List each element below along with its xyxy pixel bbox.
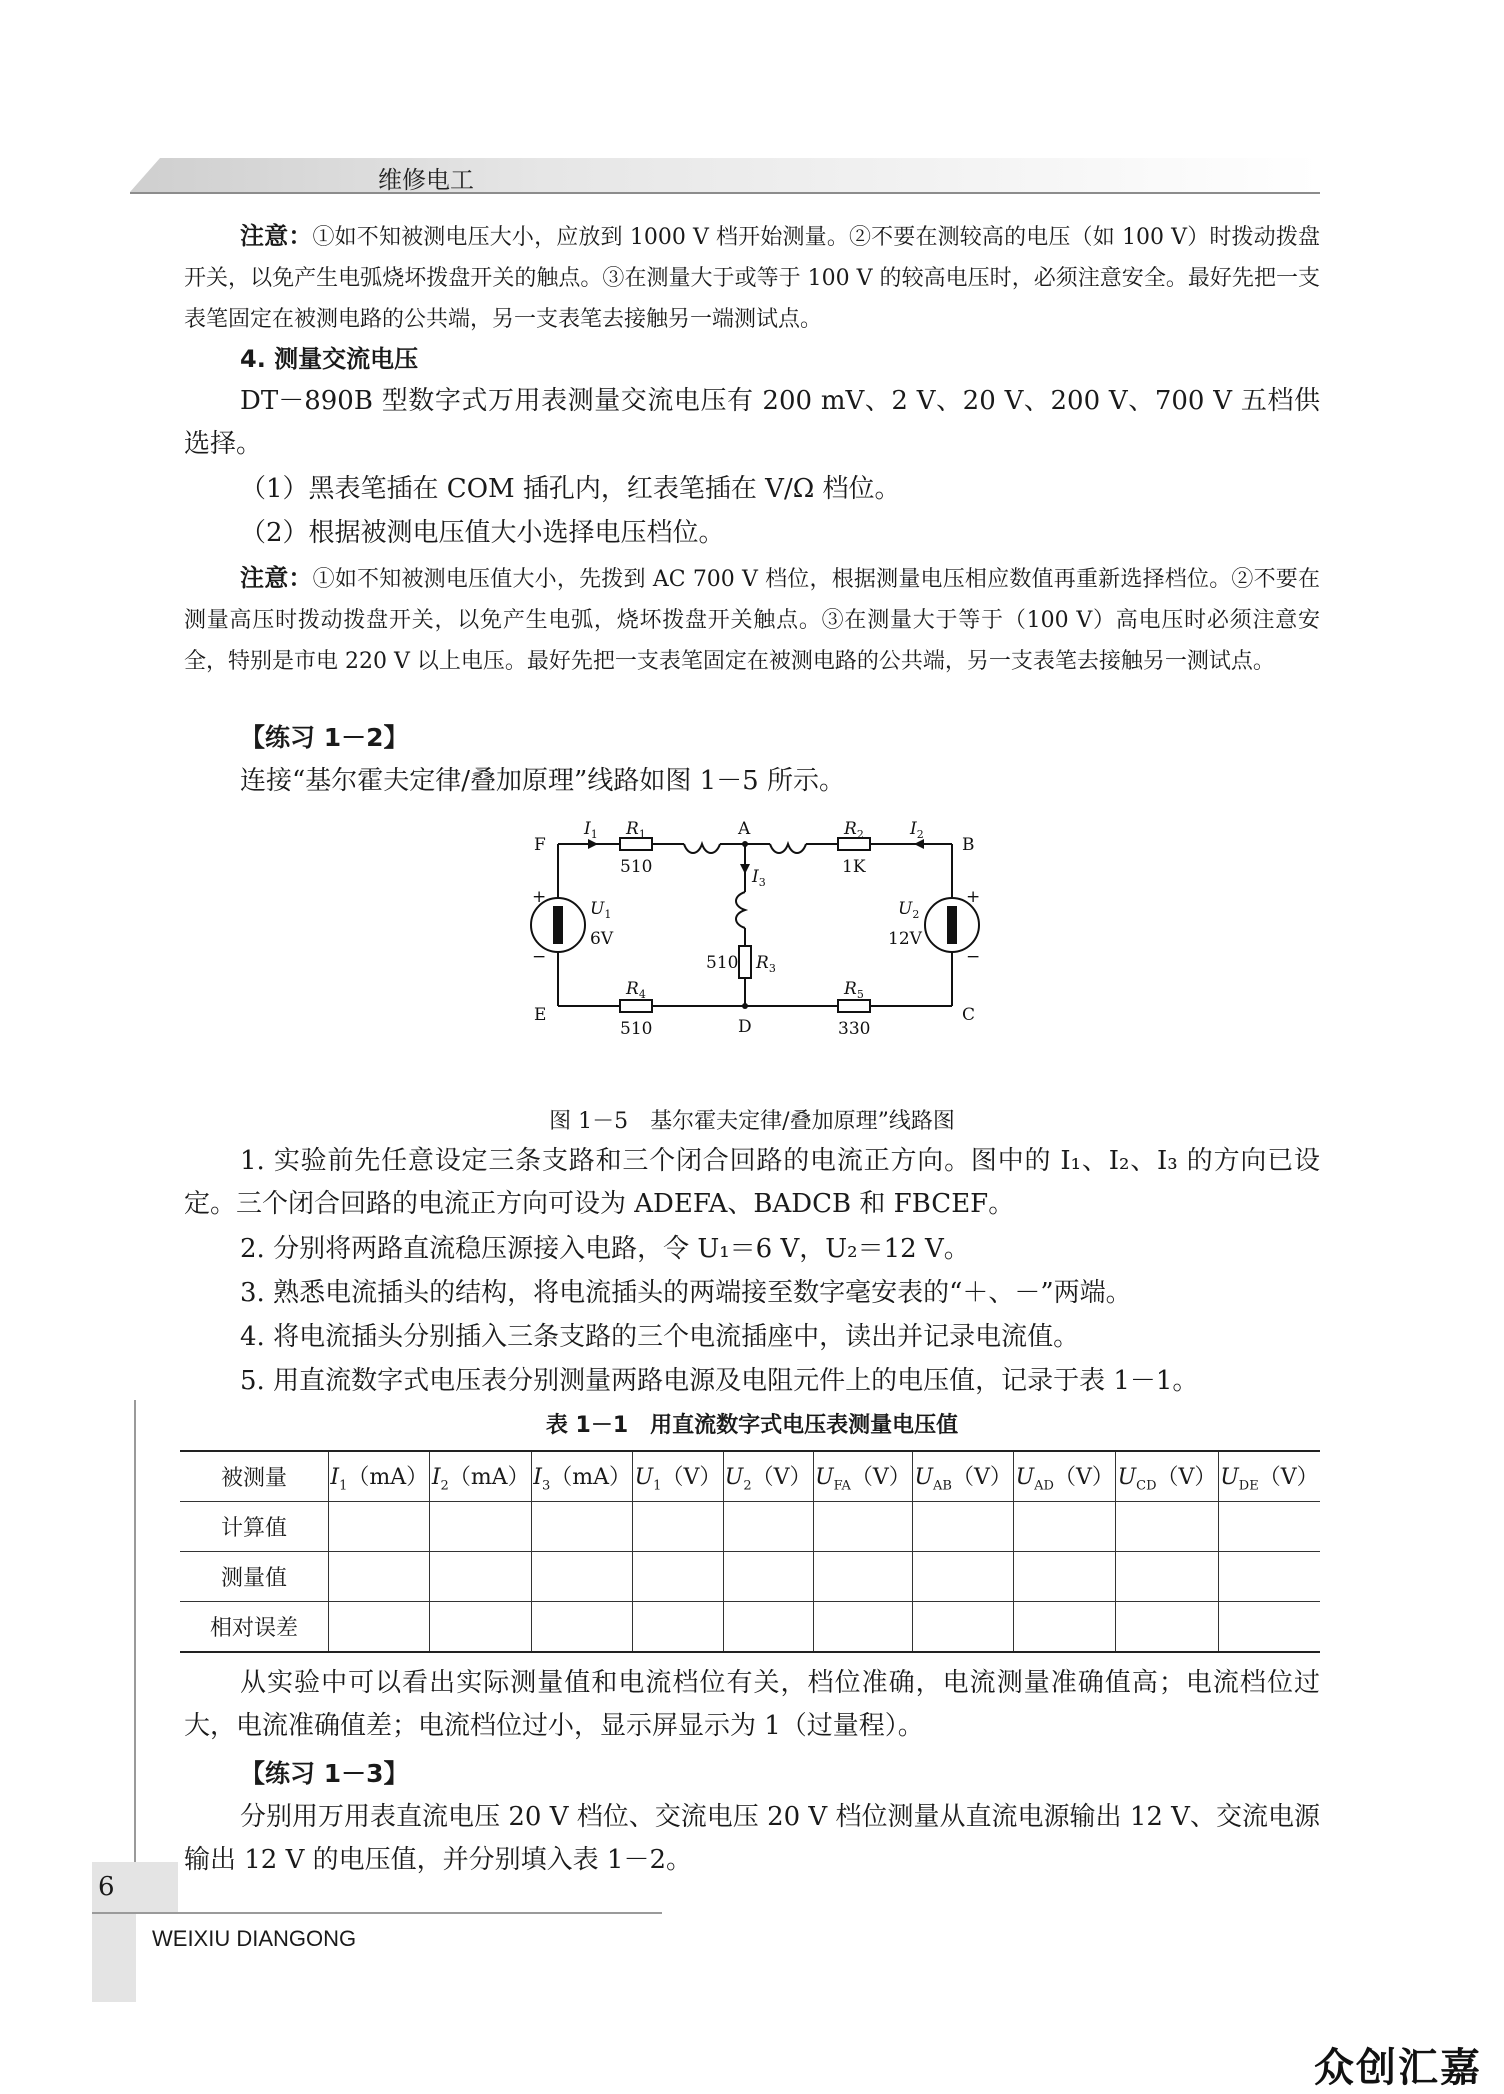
- col-header: $U_{FA}(V)$: [813, 1451, 912, 1502]
- node-d: D: [738, 1017, 752, 1037]
- coil-right-a: [770, 844, 806, 853]
- footer-text: WEIXIU DIANGONG: [152, 1926, 357, 1951]
- r1-value: 510: [620, 857, 653, 877]
- r2-value: 1K: [842, 857, 866, 877]
- exercise-1-3-title: 【练习 1－3】: [240, 1759, 409, 1788]
- figure-caption: 图 1－5 基尔霍夫定律/叠加原理”线路图: [549, 1109, 955, 1134]
- footer-block-small: [136, 1862, 178, 1912]
- node-c: C: [962, 1005, 976, 1025]
- r1-label: $R_1$: [626, 819, 646, 841]
- running-header-title: 维修电工: [378, 166, 474, 194]
- source-u1-bar: [553, 906, 563, 944]
- u2-label: $U_2$: [898, 899, 920, 921]
- col-header: $U_{DE}(V)$: [1218, 1451, 1320, 1502]
- row-label: 相对误差: [180, 1602, 329, 1653]
- r4-label: $R_4$: [626, 979, 646, 1001]
- r3-value: 510: [706, 953, 739, 973]
- u2-minus: −: [966, 947, 981, 967]
- junction-a: [742, 841, 748, 847]
- junction-d: [742, 1003, 748, 1009]
- source-u2-bar: [947, 906, 957, 944]
- step-2: 2. 分别将两路直流稳压源接入电路，令 U₁＝6 V，U₂＝12 V。: [240, 1234, 970, 1264]
- r3-label: $R_3$: [756, 953, 776, 975]
- table-header-row: [180, 1451, 1320, 1502]
- exercise-1-2-intro: 连接“基尔霍夫定律/叠加原理”线路如图 1－5 所示。: [240, 766, 845, 796]
- resistor-r4: [620, 1000, 652, 1012]
- r4-value: 510: [620, 1019, 653, 1039]
- exercise-1-3-text: 分别用万用表直流电压 20 V 档位、交流电压 20 V 档位测量从直流电源输出 12 V、交流电源输出 12 V 的电压值，并分别填入表 1－2。: [184, 1802, 1320, 1875]
- coil-left-a: [684, 844, 720, 853]
- col-header: $U_2(V)$: [723, 1451, 813, 1502]
- table-row: [180, 1602, 1320, 1653]
- col-header: $I_3(mA)$: [531, 1451, 632, 1502]
- section-4-title: 4. 测量交流电压: [240, 345, 419, 373]
- col-header: $U_1(V)$: [633, 1451, 723, 1502]
- watermark: 众创汇嘉: [1314, 2045, 1482, 2091]
- col-header: $I_2(mA)$: [430, 1451, 531, 1502]
- header-band: [130, 158, 1320, 192]
- note-2: [184, 558, 1320, 682]
- node-e: E: [534, 1005, 547, 1025]
- coil-middle: [736, 892, 745, 928]
- r5-value: 330: [838, 1019, 871, 1039]
- u1-minus: −: [532, 947, 547, 967]
- section-4-step-2: （2）根据被测电压值大小选择电压档位。: [240, 518, 725, 548]
- col-header: $U_{AB}(V)$: [913, 1451, 1014, 1502]
- table-caption: 表 1－1 用直流数字式电压表测量电压值: [545, 1413, 959, 1438]
- page-number: 6: [98, 1872, 115, 1902]
- node-b: B: [962, 835, 975, 855]
- table-row: [180, 1552, 1320, 1602]
- step-5: 5. 用直流数字式电压表分别测量两路电源及电阻元件上的电压值，记录于表 1－1。: [240, 1366, 1199, 1396]
- u1-label: $U_1$: [590, 899, 612, 921]
- header-rule: [130, 192, 1320, 194]
- r2-label: $R_2$: [844, 819, 864, 841]
- u2-value: 12V: [888, 929, 922, 949]
- note-2-text: ①如不知被测电压值大小，先拨到 AC 700 V 档位，根据测量电压相应数值再重新选择档位。②不要在测量高压时拨动拨盘开关，以免产生电弧，烧坏拨盘开关触点。③在测量大于等于（100 V）高电压时必须注意安全，特别是市电 220 V 以上电压。最好先把一支表笔固定在被测电路的公共端，另一支表笔去接触另一测试点。: [184, 567, 1321, 674]
- row-label: 计算值: [180, 1502, 329, 1552]
- i2-label: $I_2$: [910, 819, 924, 841]
- r5-label: $R_5$: [844, 979, 864, 1001]
- table-row: [180, 1502, 1320, 1552]
- step-4: 4. 将电流插头分别插入三条支路的三个电流插座中，读出并记录电流值。: [240, 1322, 1080, 1352]
- section-4-step-1: （1）黑表笔插在 COM 插孔内，红表笔插在 V/Ω 档位。: [240, 474, 901, 504]
- step-3: 3. 熟悉电流插头的结构，将电流插头的两端接至数字毫安表的“＋、－”两端。: [240, 1278, 1132, 1308]
- note-2-label: 注意：: [240, 564, 313, 592]
- i3-label: $I_3$: [752, 867, 766, 889]
- u2-plus: +: [966, 887, 981, 907]
- step-1: 1. 实验前先任意设定三条支路和三个闭合回路的电流正方向。图中的 I₁、I₂、I₃ 的方向已设定。三个闭合回路的电流正方向可设为 ADEFA、BADCB 和 FBCEF。: [184, 1146, 1320, 1219]
- node-a: A: [738, 819, 751, 839]
- table-1-1: [180, 1450, 1320, 1653]
- conclusion: 从实验中可以看出实际测量值和电流档位有关，档位准确，电流测量准确值高；电流档位过大，电流准确值差；电流档位过小，显示屏显示为 1（过量程）。: [184, 1668, 1320, 1741]
- note-1: [184, 216, 1320, 340]
- col-header: $I_1(mA)$: [329, 1451, 430, 1502]
- row-label: 测量值: [180, 1552, 329, 1602]
- col-header: $U_{CD}(V)$: [1116, 1451, 1219, 1502]
- resistor-r5: [838, 1000, 870, 1012]
- table-corner: 被测量: [180, 1451, 329, 1502]
- circuit-diagram: [520, 810, 990, 1070]
- exercise-1-2-title: 【练习 1－2】: [240, 723, 409, 752]
- note-1-label: 注意：: [240, 222, 313, 250]
- col-header: $U_{AD}(V)$: [1014, 1451, 1116, 1502]
- resistor-r3: [739, 946, 751, 978]
- resistor-r1: [620, 838, 652, 850]
- node-f: F: [534, 835, 546, 855]
- u1-value: 6V: [590, 929, 614, 949]
- footer-rule: [92, 1912, 662, 1914]
- section-4-intro: DT－890B 型数字式万用表测量交流电压有 200 mV、2 V、20 V、200 V、700 V 五档供选择。: [184, 386, 1320, 459]
- u1-plus: +: [532, 887, 547, 907]
- arrow-i3: [740, 864, 750, 874]
- i1-label: $I_1$: [584, 819, 598, 841]
- note-1-text: ①如不知被测电压大小，应放到 1000 V 档开始测量。②不要在测较高的电压（如 100 V）时拨动拨盘开关，以免产生电弧烧坏拨盘开关的触点。③在测量大于或等于 100 V 的较高电压时，必须注意安全。最好先把一支表笔固定在被测电路的公共端，另一支表笔去接触另一端测试点。: [184, 225, 1320, 332]
- resistor-r2: [838, 838, 870, 850]
